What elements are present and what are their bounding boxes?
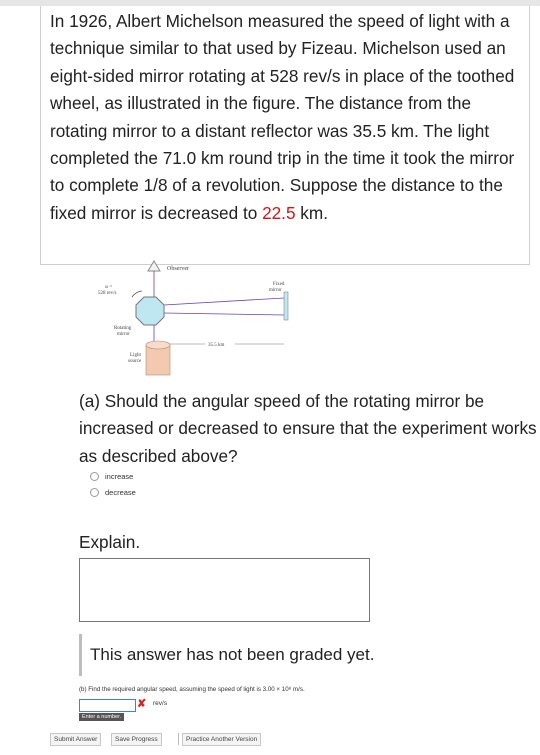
option-decrease-label: decrease bbox=[105, 488, 136, 497]
light-source-top bbox=[146, 341, 170, 349]
radio-increase[interactable] bbox=[90, 472, 99, 481]
problem-text-end: km. bbox=[295, 202, 328, 223]
input-tooltip: Enter a number. bbox=[79, 713, 124, 721]
save-progress-button[interactable]: Save Progress bbox=[111, 733, 162, 746]
omega-label: ω = bbox=[105, 285, 113, 290]
outgoing-ray bbox=[164, 298, 284, 305]
option-increase-label: increase bbox=[105, 472, 134, 481]
light-source bbox=[146, 345, 170, 375]
explain-textarea[interactable] bbox=[79, 558, 370, 622]
answer-input[interactable] bbox=[79, 699, 136, 712]
michelson-figure bbox=[88, 255, 308, 383]
button-separator bbox=[178, 733, 179, 745]
octagon-mirror bbox=[136, 297, 164, 325]
practice-another-version-button[interactable]: Practice Another Version bbox=[182, 733, 261, 746]
radio-decrease[interactable] bbox=[90, 488, 99, 497]
submit-answer-button[interactable]: Submit Answer bbox=[50, 733, 101, 746]
fixed-mirror-label: mirror bbox=[269, 288, 282, 293]
source-label: source bbox=[128, 359, 142, 364]
wrong-icon: ✘ bbox=[137, 698, 147, 710]
part-b-question: (b) Find the required angular speed, assuming the speed of light is 3.00 × 10⁸ m/s. bbox=[79, 686, 305, 693]
part-a-question: (a) Should the angular speed of the rotating mirror be increased or decreased to ensure that the experiment works as described above? bbox=[79, 391, 537, 466]
observer-icon bbox=[148, 261, 160, 271]
highlight-value: 22.5 bbox=[262, 202, 296, 223]
grading-status: This answer has not been graded yet. bbox=[90, 645, 375, 664]
fixed-mirror bbox=[284, 292, 288, 320]
problem-text bbox=[50, 8, 528, 227]
observer-label: Observer bbox=[167, 266, 189, 272]
return-ray bbox=[164, 313, 284, 315]
option-increase[interactable] bbox=[90, 472, 133, 481]
distance-label: 35.5 km bbox=[208, 343, 225, 348]
unit-label: rev/s bbox=[153, 700, 168, 707]
fixed-label: Fixed bbox=[273, 282, 285, 287]
problem-text-body: In 1926, Albert Michelson measured the speed of light with a technique similar to that used by Fizeau. Michelson used an eight-sided mirror rotating at 528 rev/s in place of the toothed wheel, as illustrated in the figure. The distance from the rotating mirror to a distant reflector was 35.5 km. The light completed the 71.0 km round trip in the time it took the mirror to complete 1/8 of a revolution. Suppose the distance to the fixed mirror is decreased to bbox=[50, 11, 515, 223]
grading-status-panel bbox=[79, 634, 532, 676]
option-decrease[interactable] bbox=[90, 488, 136, 497]
rotating-mirror-label: mirror bbox=[117, 332, 130, 337]
explain-label: Explain. bbox=[79, 532, 141, 552]
rotating-label: Rotating bbox=[114, 326, 132, 331]
light-label: Light bbox=[130, 353, 141, 358]
rotation-arrow bbox=[132, 291, 142, 297]
rate-label: 528 rev/s bbox=[98, 291, 117, 296]
